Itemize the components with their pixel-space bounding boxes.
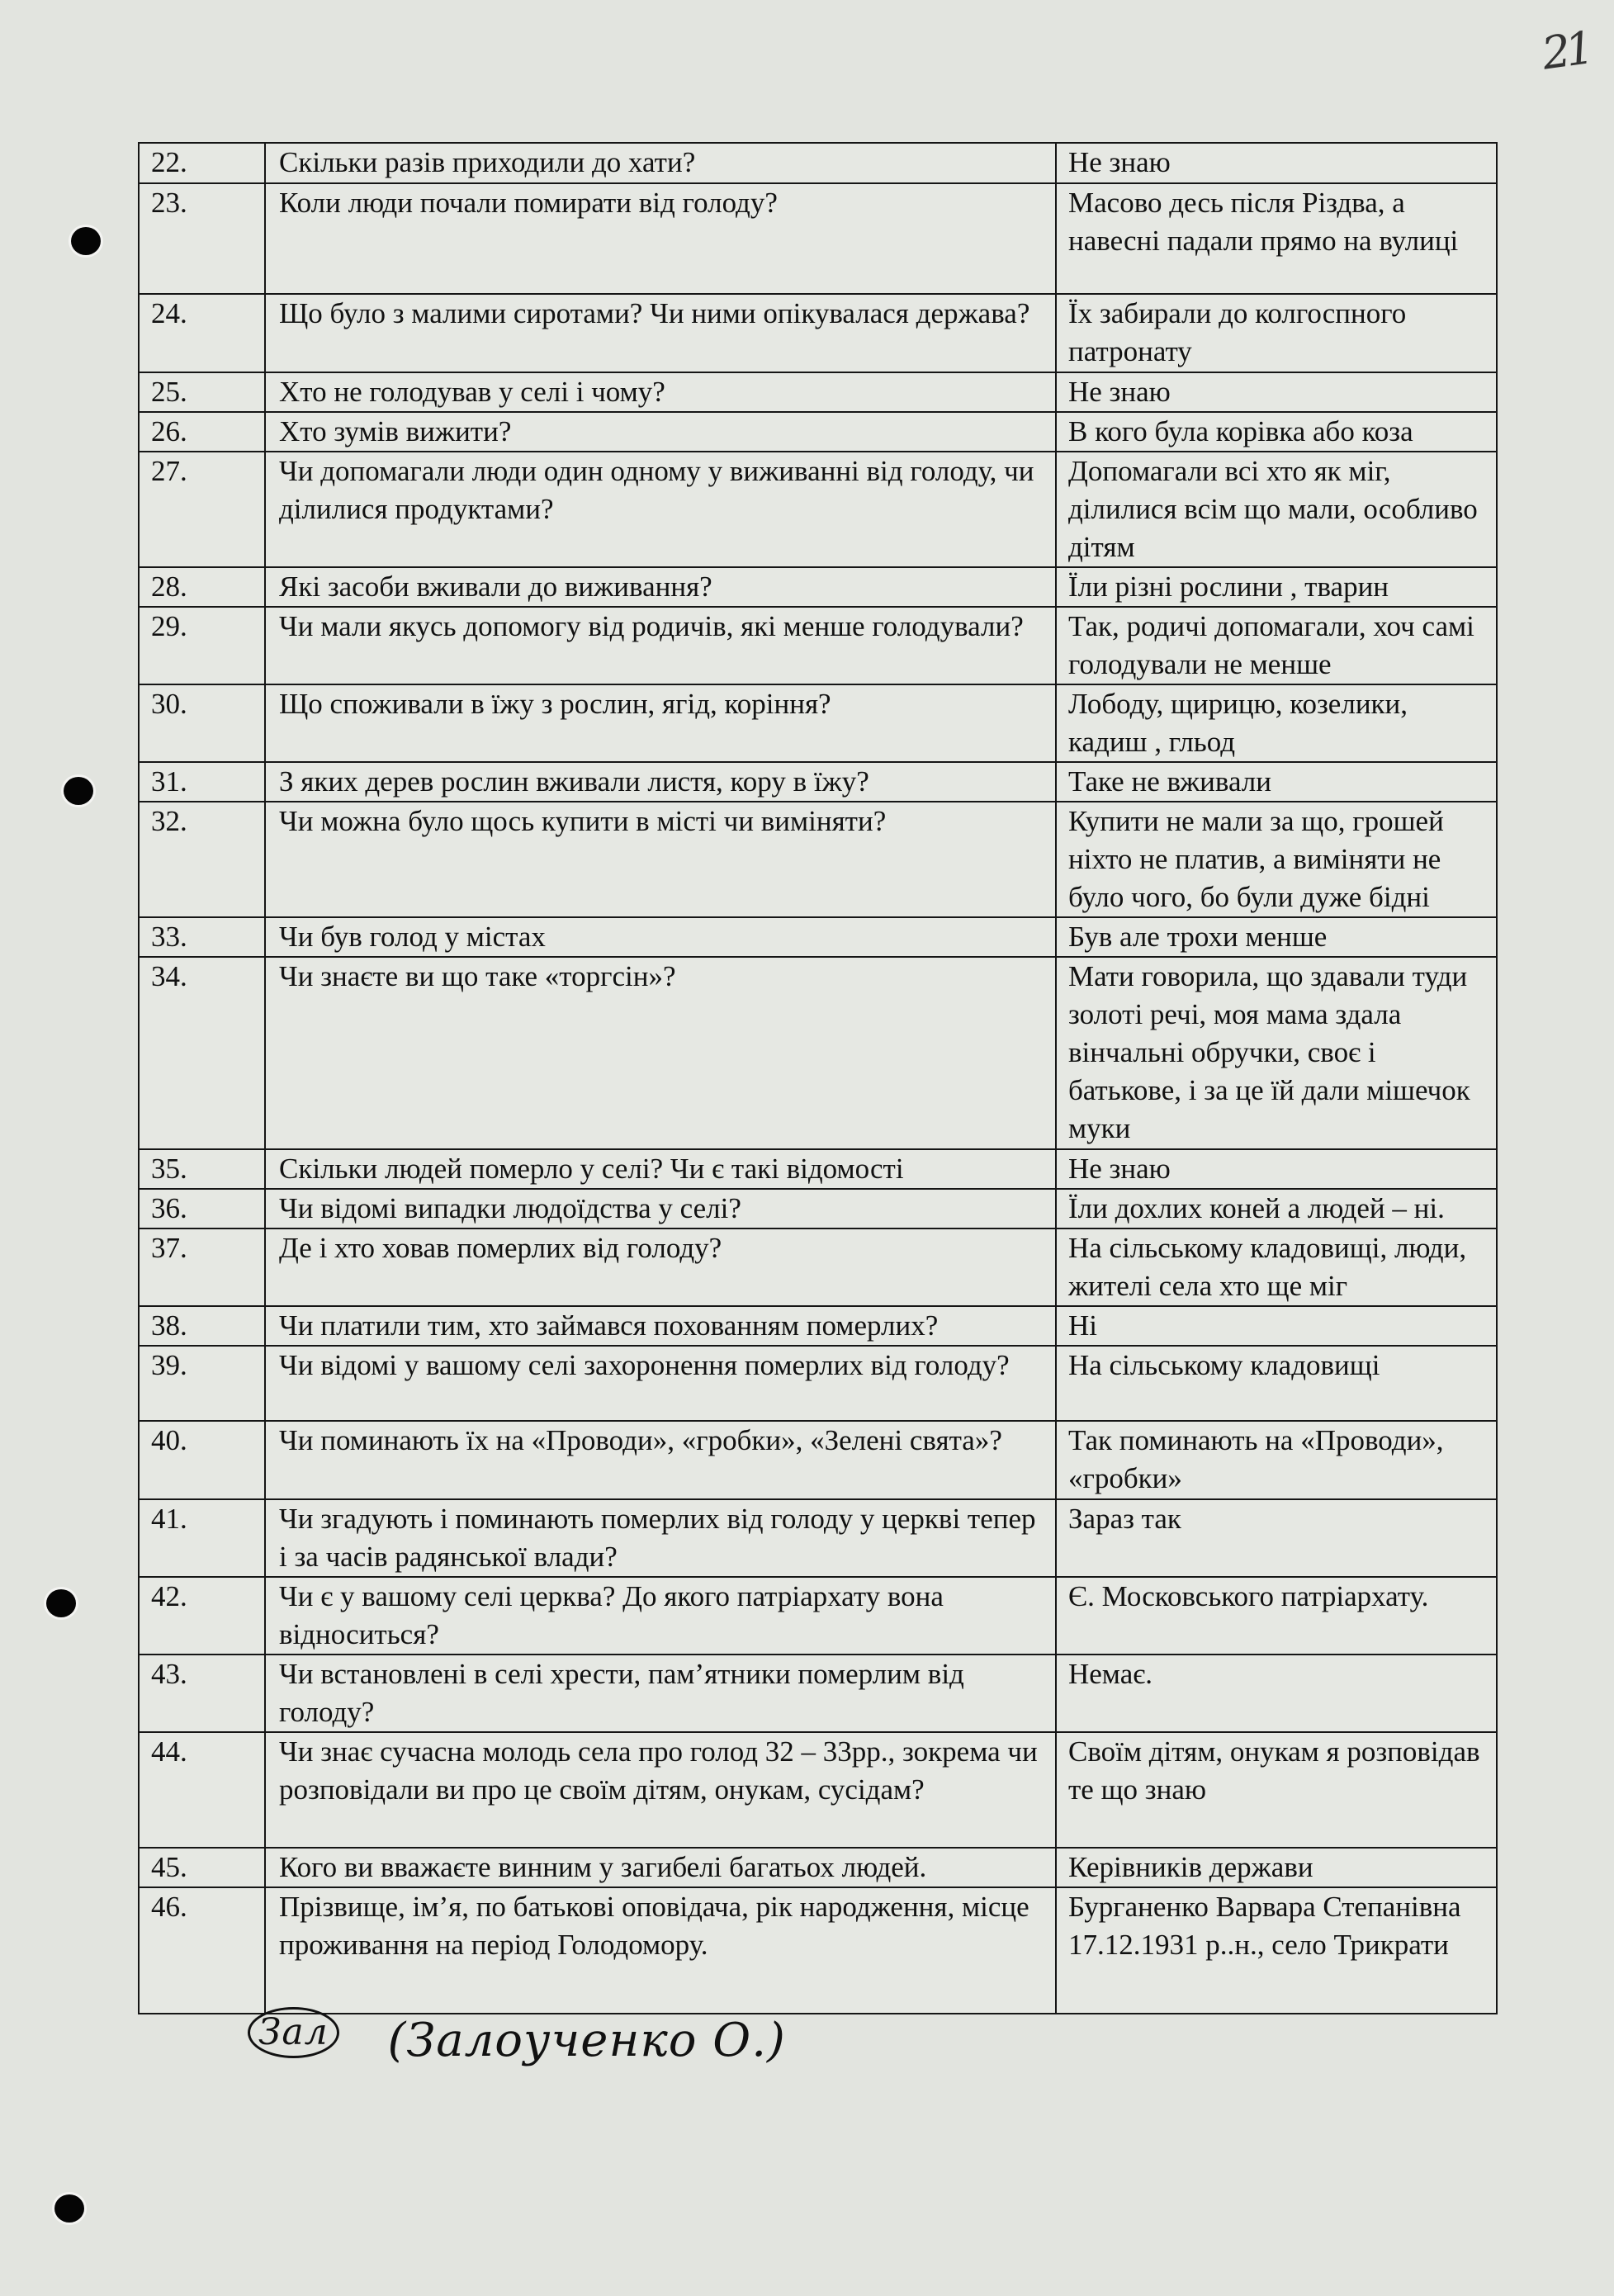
answer-cell: Не знаю [1056, 372, 1497, 412]
answer-cell: Мати говорила, що здавали туди золоті речі, моя мама здала вінчальні обручки, своє і батькове, і за це їй дали мішечок муки [1056, 957, 1497, 1149]
table-row [139, 607, 1497, 684]
answer-cell: Купити не мали за що, грошей ніхто не платив, а виміняти не було чого, бо були дуже бідні [1056, 802, 1497, 917]
question-cell: Чи допомагали люди один одному у виживанні від голоду, чи ділилися продуктами? [265, 452, 1056, 567]
table-row [139, 1346, 1497, 1421]
row-number: 33. [139, 917, 265, 957]
answer-cell: Не знаю [1056, 143, 1497, 183]
table-row [139, 1149, 1497, 1189]
table-row [139, 143, 1497, 183]
answer-cell: Немає. [1056, 1655, 1497, 1732]
table-row [139, 1577, 1497, 1655]
table-row [139, 1421, 1497, 1499]
table-row [139, 917, 1497, 957]
question-cell: Чи є у вашому селі церква? До якого патріархату вона відноситься? [265, 1577, 1056, 1655]
table-row [139, 412, 1497, 452]
table-row [139, 1306, 1497, 1346]
question-cell: Де і хто ховав померлих від голоду? [265, 1228, 1056, 1306]
question-cell: З яких дерев рослин вживали листя, кору в їжу? [265, 762, 1056, 802]
answer-cell: Їли різні рослини , тварин [1056, 567, 1497, 607]
punch-hole [46, 1589, 76, 1617]
answer-cell: Так, родичі допомагали, хоч самі голодували не менше [1056, 607, 1497, 684]
table-row [139, 1732, 1497, 1848]
table-row [139, 762, 1497, 802]
row-number: 46. [139, 1887, 265, 2014]
answer-cell: Зараз так [1056, 1499, 1497, 1577]
row-number: 44. [139, 1732, 265, 1848]
questionnaire-body [139, 143, 1497, 2014]
punch-hole [64, 777, 93, 805]
answer-cell: Своїм дітям, онукам я розповідав те що знаю [1056, 1732, 1497, 1848]
row-number: 39. [139, 1346, 265, 1421]
table-row [139, 1228, 1497, 1306]
signature-initials: Зал [248, 2007, 339, 2058]
row-number: 27. [139, 452, 265, 567]
question-cell: Чи згадують і поминають померлих від голоду у церкві тепер і за часів радянської влади? [265, 1499, 1056, 1577]
answer-cell: Таке не вживали [1056, 762, 1497, 802]
question-cell: Кого ви вважаєте винним у загибелі багатьох людей. [265, 1848, 1056, 1887]
row-number: 34. [139, 957, 265, 1149]
table-row [139, 802, 1497, 917]
row-number: 37. [139, 1228, 265, 1306]
answer-cell: Масово десь після Різдва, а навесні падали прямо на вулиці [1056, 183, 1497, 294]
question-cell: Коли люди почали помирати від голоду? [265, 183, 1056, 294]
punch-hole [71, 227, 101, 255]
row-number: 38. [139, 1306, 265, 1346]
question-cell: Скільки разів приходили до хати? [265, 143, 1056, 183]
row-number: 23. [139, 183, 265, 294]
page-number: 21 [1538, 21, 1593, 80]
row-number: 30. [139, 684, 265, 762]
table-row [139, 567, 1497, 607]
row-number: 31. [139, 762, 265, 802]
table-row [139, 372, 1497, 412]
table-row [139, 957, 1497, 1149]
question-cell: Чи мали якусь допомогу від родичів, які менше голодували? [265, 607, 1056, 684]
question-cell: Хто не голодував у селі і чому? [265, 372, 1056, 412]
answer-cell: Допомагали всі хто як міг, ділилися всім що мали, особливо дітям [1056, 452, 1497, 567]
questionnaire-table [138, 142, 1498, 2014]
question-cell: Чи знаєте ви що таке «торгсін»? [265, 957, 1056, 1149]
question-cell: Що було з малими сиротами? Чи ними опікувалася держава? [265, 294, 1056, 372]
punch-hole [54, 2194, 84, 2223]
question-cell: Чи можна було щось купити в місті чи виміняти? [265, 802, 1056, 917]
answer-cell: Їли дохлих коней а людей – ні. [1056, 1189, 1497, 1228]
question-cell: Чи відомі у вашому селі захоронення померлих від голоду? [265, 1346, 1056, 1421]
answer-cell: Бурганенко Варвара Степанівна 17.12.1931 р..н., село Трикрати [1056, 1887, 1497, 2014]
row-number: 35. [139, 1149, 265, 1189]
table-row [139, 452, 1497, 567]
table-row [139, 1189, 1497, 1228]
table-row [139, 1848, 1497, 1887]
answer-cell: На сільському кладовищі, люди, жителі села хто ще міг [1056, 1228, 1497, 1306]
answer-cell: Керівників держави [1056, 1848, 1497, 1887]
question-cell: Чи був голод у містах [265, 917, 1056, 957]
answer-cell: Не знаю [1056, 1149, 1497, 1189]
answer-cell: Лободу, щирицю, козелики, кадиш , гльод [1056, 684, 1497, 762]
table-row [139, 294, 1497, 372]
answer-cell: Ні [1056, 1306, 1497, 1346]
question-cell: Хто зумів вижити? [265, 412, 1056, 452]
question-cell: Що споживали в їжу з рослин, ягід, коріння? [265, 684, 1056, 762]
answer-cell: Був але трохи менше [1056, 917, 1497, 957]
row-number: 22. [139, 143, 265, 183]
question-cell: Прізвище, ім’я, по батькові оповідача, рік народження, місце проживання на період Голодомору. [265, 1887, 1056, 2014]
row-number: 41. [139, 1499, 265, 1577]
row-number: 42. [139, 1577, 265, 1655]
table-row [139, 1655, 1497, 1732]
question-cell: Чи встановлені в селі хрести, пам’ятники померлим від голоду? [265, 1655, 1056, 1732]
signature-name: (Залоученко О.) [387, 2014, 786, 2067]
question-cell: Чи знає сучасна молодь села про голод 32 – 33рр., зокрема чи розповідали ви про це своїм дітям, онукам, сусідам? [265, 1732, 1056, 1848]
answer-cell: Їх забирали до колгоспного патронату [1056, 294, 1497, 372]
row-number: 40. [139, 1421, 265, 1499]
question-cell: Які засоби вживали до виживання? [265, 567, 1056, 607]
row-number: 43. [139, 1655, 265, 1732]
table-row [139, 684, 1497, 762]
answer-cell: В кого була корівка або коза [1056, 412, 1497, 452]
question-cell: Чи поминають їх на «Проводи», «гробки», «Зелені свята»? [265, 1421, 1056, 1499]
table-row [139, 183, 1497, 294]
table-row [139, 1887, 1497, 2014]
answer-cell: Є. Московського патріархату. [1056, 1577, 1497, 1655]
question-cell: Скільки людей померло у селі? Чи є такі відомості [265, 1149, 1056, 1189]
row-number: 24. [139, 294, 265, 372]
row-number: 29. [139, 607, 265, 684]
answer-cell: На сільському кладовищі [1056, 1346, 1497, 1421]
row-number: 45. [139, 1848, 265, 1887]
row-number: 32. [139, 802, 265, 917]
answer-cell: Так поминають на «Проводи», «гробки» [1056, 1421, 1497, 1499]
question-cell: Чи платили тим, хто займався похованням померлих? [265, 1306, 1056, 1346]
row-number: 28. [139, 567, 265, 607]
signature [248, 2002, 786, 2067]
table-row [139, 1499, 1497, 1577]
question-cell: Чи відомі випадки людоїдства у селі? [265, 1189, 1056, 1228]
row-number: 26. [139, 412, 265, 452]
row-number: 25. [139, 372, 265, 412]
row-number: 36. [139, 1189, 265, 1228]
